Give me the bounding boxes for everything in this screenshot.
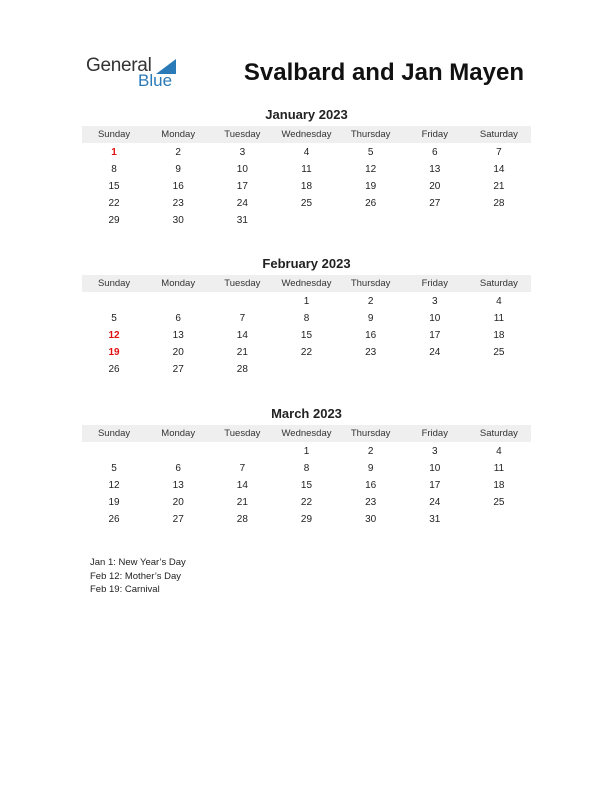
day-cell: 10 [429, 313, 441, 324]
month-calendar-january [82, 106, 531, 229]
weekday-label: Tuesday [224, 129, 261, 140]
weekday-label: Friday [421, 278, 448, 289]
empty-day-cell [146, 443, 210, 460]
day-cell: 23 [365, 497, 377, 508]
day-cell: 14 [493, 164, 505, 175]
day-cell: 5 [111, 463, 117, 474]
day-cell: 24 [236, 198, 248, 209]
day-cell: 30 [172, 215, 184, 226]
day-cell: 9 [175, 164, 181, 175]
day-cell: 6 [431, 147, 438, 158]
day-cell: 3 [431, 446, 438, 457]
general-blue-logo [86, 56, 186, 92]
day-cell: 11 [493, 313, 505, 324]
day-cell: 11 [301, 164, 312, 175]
day-cell: 26 [365, 198, 377, 209]
day-cell: 19 [108, 497, 120, 508]
day-cell: 13 [172, 330, 184, 341]
weekday-label: Saturday [479, 428, 518, 439]
day-cell: 29 [108, 215, 120, 226]
day-cell: 1 [303, 446, 310, 457]
holiday-day-cell: 19 [108, 347, 120, 358]
day-cell: 14 [236, 330, 248, 341]
weekday-label: Wednesday [281, 428, 332, 439]
day-cell: 9 [367, 463, 374, 474]
days-grid [82, 293, 531, 378]
empty-day-cell [146, 293, 210, 310]
weekday-label: Tuesday [224, 278, 261, 289]
logo-general-text: General [86, 55, 152, 76]
weekday-label: Friday [421, 129, 448, 140]
holiday-note: Jan 1: New Year’s Day [90, 557, 186, 568]
weekday-label: Thursday [350, 428, 391, 439]
weekday-header-row [82, 425, 531, 442]
day-cell: 11 [493, 463, 505, 474]
day-cell: 28 [236, 364, 248, 375]
day-cell: 7 [239, 463, 246, 474]
day-cell: 21 [236, 347, 248, 358]
day-cell: 2 [367, 446, 374, 457]
day-cell: 10 [236, 164, 248, 175]
weekday-header-row [82, 126, 531, 143]
empty-day-cell [82, 443, 146, 460]
day-cell: 22 [300, 497, 313, 508]
weekday-label: Monday [161, 278, 196, 289]
day-cell: 15 [108, 181, 120, 192]
day-cell: 5 [367, 147, 374, 158]
page-header [0, 0, 612, 100]
days-grid [82, 144, 531, 229]
day-cell: 15 [300, 330, 313, 341]
weekday-label: Wednesday [281, 129, 332, 140]
weekday-label: Saturday [479, 129, 518, 140]
day-cell: 14 [236, 480, 248, 491]
logo-blue-text: Blue [138, 71, 173, 90]
day-cell: 5 [111, 313, 117, 324]
day-cell: 18 [493, 330, 505, 341]
day-cell: 3 [431, 296, 438, 307]
day-cell: 28 [493, 198, 505, 209]
empty-day-cell [210, 443, 274, 460]
weekday-label: Monday [161, 428, 196, 439]
day-cell: 3 [239, 147, 246, 158]
day-cell: 6 [175, 313, 181, 324]
weekday-label: Thursday [350, 278, 391, 289]
day-cell: 31 [236, 215, 248, 226]
holiday-note: Feb 12: Mother’s Day [90, 570, 181, 582]
day-cell: 18 [493, 480, 505, 491]
day-cell: 9 [367, 313, 374, 324]
weekday-label: Wednesday [281, 278, 332, 289]
holiday-notes [90, 556, 186, 597]
day-cell: 4 [496, 296, 502, 307]
day-cell: 12 [108, 480, 120, 491]
day-cell: 27 [429, 198, 441, 209]
weekday-label: Friday [421, 428, 448, 439]
day-cell: 16 [172, 181, 184, 192]
day-cell: 12 [365, 164, 377, 175]
weekday-label: Saturday [479, 278, 518, 289]
month-title: January 2023 [265, 107, 348, 122]
weekday-label: Sunday [97, 278, 131, 289]
day-cell: 22 [300, 347, 313, 358]
day-cell: 21 [236, 497, 248, 508]
weekday-label: Sunday [97, 428, 131, 439]
days-grid [82, 443, 531, 528]
weekday-label: Tuesday [224, 428, 261, 439]
day-cell: 27 [172, 514, 184, 525]
weekday-label: Sunday [97, 129, 131, 140]
holiday-day-cell: 12 [108, 330, 120, 341]
day-cell: 8 [303, 463, 310, 474]
empty-day-cell [82, 293, 146, 310]
day-cell: 23 [365, 347, 377, 358]
day-cell: 7 [239, 313, 246, 324]
day-cell: 19 [365, 181, 377, 192]
day-cell: 29 [300, 514, 313, 525]
day-cell: 13 [172, 480, 184, 491]
day-cell: 30 [365, 514, 377, 525]
day-cell: 2 [367, 296, 374, 307]
page-title: Svalbard and Jan Mayen [243, 59, 524, 86]
weekday-label: Monday [161, 129, 196, 140]
day-cell: 17 [236, 181, 248, 192]
day-cell: 15 [300, 480, 313, 491]
day-cell: 24 [429, 497, 441, 508]
day-cell: 8 [111, 164, 117, 175]
holiday-note: Feb 19: Carnival [90, 584, 160, 595]
day-cell: 27 [172, 364, 184, 375]
day-cell: 4 [496, 446, 502, 457]
day-cell: 13 [429, 164, 441, 175]
day-cell: 26 [108, 364, 120, 375]
weekday-header-row [82, 275, 531, 292]
day-cell: 1 [303, 296, 310, 307]
day-cell: 25 [493, 347, 505, 358]
day-cell: 21 [493, 181, 505, 192]
day-cell: 16 [365, 330, 377, 341]
day-cell: 25 [493, 497, 505, 508]
day-cell: 24 [429, 347, 441, 358]
day-cell: 8 [303, 313, 310, 324]
day-cell: 25 [300, 198, 313, 209]
month-calendar-march [82, 405, 531, 528]
holiday-day-cell: 1 [111, 147, 117, 158]
day-cell: 2 [175, 147, 181, 158]
empty-day-cell [210, 293, 274, 310]
day-cell: 18 [300, 181, 313, 192]
day-cell: 31 [429, 514, 441, 525]
day-cell: 10 [429, 463, 441, 474]
day-cell: 20 [172, 347, 184, 358]
day-cell: 22 [108, 198, 120, 209]
day-cell: 20 [172, 497, 184, 508]
day-cell: 4 [303, 147, 310, 158]
month-title: March 2023 [271, 406, 342, 421]
day-cell: 17 [429, 480, 441, 491]
month-title: February 2023 [262, 256, 351, 271]
day-cell: 6 [175, 463, 181, 474]
day-cell: 26 [108, 514, 120, 525]
day-cell: 7 [496, 147, 502, 158]
day-cell: 20 [429, 181, 441, 192]
month-calendar-february [82, 255, 531, 378]
day-cell: 23 [172, 198, 184, 209]
day-cell: 17 [429, 330, 441, 341]
weekday-label: Thursday [350, 129, 391, 140]
day-cell: 28 [236, 514, 248, 525]
day-cell: 16 [365, 480, 377, 491]
